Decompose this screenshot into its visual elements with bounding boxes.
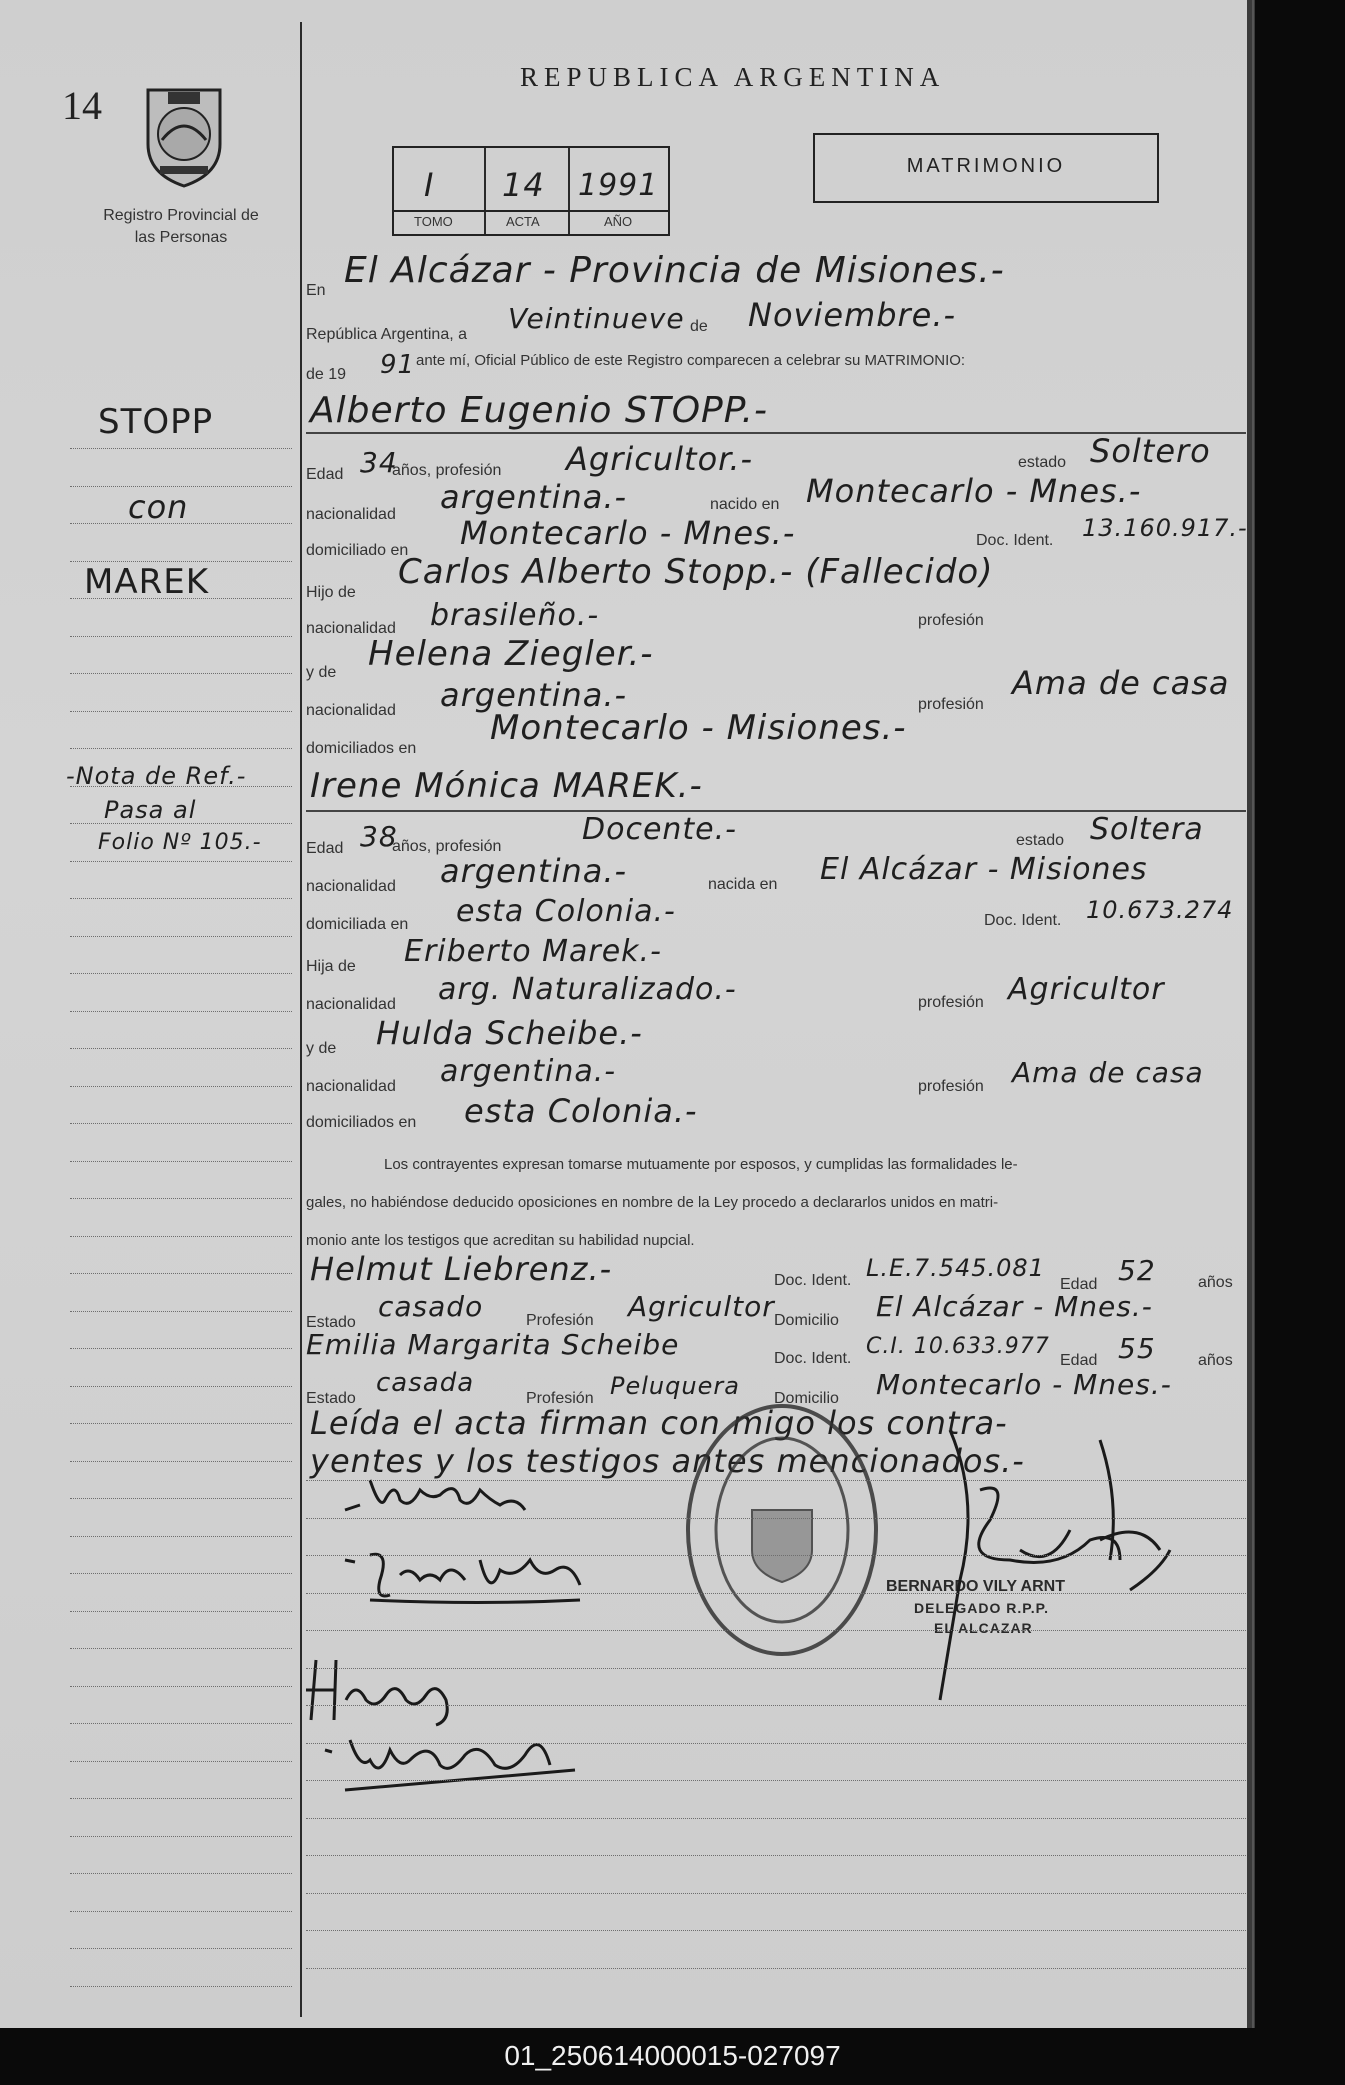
witness2-doc-label: Doc. Ident. xyxy=(774,1350,852,1367)
bride-child-label: Hija de xyxy=(306,958,356,975)
witness1-age: 52 xyxy=(1118,1254,1156,1287)
groom-status: Soltero xyxy=(1090,432,1211,470)
en-label: En xyxy=(306,282,326,299)
groom-dom-label: domiciliado en xyxy=(306,542,409,559)
groom-father: Carlos Alberto Stopp.- (Fallecido) xyxy=(398,552,994,592)
ruled-line xyxy=(306,1705,1246,1706)
section-divider xyxy=(306,810,1246,812)
groom-age: 34 xyxy=(360,446,398,479)
ruled-line xyxy=(70,1161,292,1162)
year-prefix: de 19 xyxy=(306,366,347,383)
bride-mother-nat-label: nacionalidad xyxy=(306,1078,396,1095)
bride-and-label: y de xyxy=(306,1040,337,1057)
certificate-type-box xyxy=(813,133,1159,203)
closing-line-1: Leída el acta firman con migo los contra- xyxy=(310,1404,1008,1442)
ruled-line xyxy=(306,1893,1246,1894)
witness2-doc: C.I. 10.633.977 xyxy=(866,1334,1050,1359)
de-label: de xyxy=(690,318,708,335)
groom-domicile: Montecarlo - Mnes.- xyxy=(460,514,796,552)
witness1-prof-label: Profesión xyxy=(526,1312,594,1329)
groom-mother: Helena Ziegler.- xyxy=(368,634,654,674)
marriage-month: Noviembre.- xyxy=(748,296,957,334)
bride-father-prof-label: profesión xyxy=(918,994,984,1011)
bride-birthplace: El Alcázar - Misiones xyxy=(820,852,1148,887)
groom-age-unit: años, profesión xyxy=(392,462,502,479)
ruled-line xyxy=(70,1986,292,1987)
groom-child-label: Hijo de xyxy=(306,584,356,601)
ruled-line xyxy=(70,861,292,862)
ruled-line xyxy=(70,1198,292,1199)
bride-age: 38 xyxy=(360,820,398,853)
bride-doc: 10.673.274 xyxy=(1086,896,1234,924)
marriage-day: Veintinueve xyxy=(508,302,685,335)
image-id-footer: 01_250614000015-027097 xyxy=(504,2040,841,2071)
witness2-status: casada xyxy=(376,1368,475,1398)
bride-status: Soltera xyxy=(1090,812,1204,847)
margin-connector: con xyxy=(128,488,189,526)
declaration-line-3: monio ante los testigos que acreditan su habilidad nupcial. xyxy=(306,1232,695,1249)
bride-parents-dom-label: domiciliados en xyxy=(306,1114,417,1131)
certificate-type: MATRIMONIO xyxy=(906,155,1066,177)
page-number: 14 xyxy=(62,83,102,128)
witness2-prof: Peluquera xyxy=(610,1372,740,1400)
bride-status-label: estado xyxy=(1016,832,1065,849)
witness1-status: casado xyxy=(378,1290,484,1323)
ruled-line xyxy=(306,1855,1246,1856)
witness1-doc: L.E.7.545.081 xyxy=(866,1254,1045,1282)
witness1-anos-label: años xyxy=(1198,1274,1233,1291)
marriage-place: El Alcázar - Provincia de Misiones.- xyxy=(344,250,1005,291)
witness2-signature xyxy=(320,1720,580,1800)
groom-father-nat: brasileño.- xyxy=(430,598,600,633)
bride-mother-nat: argentina.- xyxy=(440,1054,617,1089)
registry-stamp-icon xyxy=(682,1400,882,1660)
ruled-line xyxy=(70,1273,292,1274)
ruled-line xyxy=(70,486,292,487)
right-margin-line xyxy=(1252,0,1254,2028)
bride-father-nat: arg. Naturalizado.- xyxy=(438,972,737,1007)
groom-name: Alberto Eugenio STOPP.- xyxy=(310,390,768,431)
ruled-line xyxy=(70,1498,292,1499)
groom-doc: 13.160.917.- xyxy=(1082,514,1248,542)
ruled-line xyxy=(70,1873,292,1874)
groom-parents-dom: Montecarlo - Misiones.- xyxy=(490,708,907,748)
record-id-divider xyxy=(394,210,668,212)
margin-note-2: Pasa al xyxy=(104,796,197,824)
bride-name: Irene Mónica MAREK.- xyxy=(310,766,703,806)
witness1-status-label: Estado xyxy=(306,1314,356,1331)
ruled-line xyxy=(70,1048,292,1049)
official-title: DELEGADO R.P.P. xyxy=(914,1600,1050,1616)
groom-doc-label: Doc. Ident. xyxy=(976,532,1054,549)
ruled-line xyxy=(70,786,292,787)
intro-text: ante mí, Oficial Público de este Registro comparecen a celebrar su MATRIMONIO: xyxy=(416,352,966,369)
ruled-line xyxy=(70,561,292,562)
ruled-line xyxy=(70,1648,292,1649)
groom-and-label: y de xyxy=(306,664,337,681)
margin-note-3: Folio Nº 105.- xyxy=(98,830,262,855)
ruled-line xyxy=(70,1123,292,1124)
republic-label: República Argentina, a xyxy=(306,326,467,343)
witness1-signature xyxy=(296,1650,476,1730)
bride-father-prof: Agricultor xyxy=(1008,972,1165,1007)
ruled-line xyxy=(306,1668,1246,1669)
ruled-line xyxy=(70,1761,292,1762)
groom-father-prof-label: profesión xyxy=(918,612,984,629)
ruled-line xyxy=(70,1348,292,1349)
ruled-line xyxy=(70,1536,292,1537)
groom-signature xyxy=(340,1470,540,1530)
provincial-seal-icon xyxy=(138,82,230,190)
groom-mother-nat-label: nacionalidad xyxy=(306,702,396,719)
ruled-line xyxy=(70,1236,292,1237)
ruled-line xyxy=(70,711,292,712)
ruled-line xyxy=(70,1948,292,1949)
ruled-line xyxy=(70,1311,292,1312)
witness2-prof-label: Profesión xyxy=(526,1390,594,1407)
country-title: REPUBLICA ARGENTINA xyxy=(520,62,946,92)
bride-parents-dom: esta Colonia.- xyxy=(464,1092,698,1130)
record-id-sep xyxy=(484,148,486,234)
ano-value: 1991 xyxy=(578,168,659,203)
record-id-sep xyxy=(568,148,570,234)
ruled-line xyxy=(70,1686,292,1687)
ruled-line xyxy=(70,1836,292,1837)
groom-mother-prof: Ama de casa xyxy=(1012,664,1230,702)
ruled-line xyxy=(70,636,292,637)
ruled-line xyxy=(70,1461,292,1462)
bride-nationality: argentina.- xyxy=(440,852,628,890)
witness1-age-label: Edad xyxy=(1060,1276,1098,1293)
ruled-line xyxy=(70,1573,292,1574)
bride-father: Eriberto Marek.- xyxy=(404,934,662,969)
ruled-line xyxy=(306,1630,1246,1631)
ano-label: AÑO xyxy=(604,214,633,229)
ruled-line xyxy=(306,1968,1246,1969)
groom-mother-nat: argentina.- xyxy=(440,676,628,714)
record-id-box xyxy=(392,146,670,236)
witness1-name: Helmut Liebrenz.- xyxy=(310,1250,613,1288)
acta-label: ACTA xyxy=(506,214,540,229)
ruled-line xyxy=(70,1798,292,1799)
ruled-line xyxy=(70,673,292,674)
ruled-line xyxy=(70,823,292,824)
groom-nat-label: nacionalidad xyxy=(306,506,396,523)
bride-signature xyxy=(340,1540,590,1610)
margin-surname-bride: MAREK xyxy=(84,562,209,602)
ruled-line xyxy=(70,1086,292,1087)
ruled-line xyxy=(70,1611,292,1612)
ruled-line xyxy=(70,1423,292,1424)
groom-parents-dom-label: domiciliados en xyxy=(306,740,417,757)
witness2-age: 55 xyxy=(1118,1332,1156,1365)
ruled-line xyxy=(70,1011,292,1012)
ruled-line xyxy=(306,1780,1246,1781)
ruled-line xyxy=(70,448,292,449)
acta-value: 14 xyxy=(502,166,545,204)
ruled-line xyxy=(70,598,292,599)
groom-mother-prof-label: profesión xyxy=(918,696,984,713)
year-suffix: 91 xyxy=(380,350,416,380)
ruled-line xyxy=(70,973,292,974)
tomo-value: I xyxy=(424,166,435,204)
groom-profession: Agricultor.- xyxy=(566,440,754,478)
ruled-line xyxy=(70,898,292,899)
margin-surname-groom: STOPP xyxy=(98,402,214,442)
registry-name: Registro Provincial de las Personas xyxy=(103,207,259,246)
ruled-line xyxy=(70,1723,292,1724)
bride-born-label: nacida en xyxy=(708,876,778,893)
official-name: BERNARDO VILY ARNT xyxy=(886,1578,1065,1595)
groom-birthplace: Montecarlo - Mnes.- xyxy=(806,472,1142,510)
witness1-dom-label: Domicilio xyxy=(774,1312,839,1329)
ruled-line xyxy=(70,748,292,749)
bride-mother: Hulda Scheibe.- xyxy=(376,1014,643,1052)
bride-dom-label: domiciliada en xyxy=(306,916,409,933)
declaration-line-1: Los contrayentes expresan tomarse mutuamente por esposos, y cumplidas las formalidades le- xyxy=(384,1156,1018,1173)
ruled-line xyxy=(306,1593,1246,1594)
ruled-line xyxy=(70,936,292,937)
tomo-label: TOMO xyxy=(414,214,453,229)
bride-profession: Docente.- xyxy=(582,812,738,847)
section-divider xyxy=(306,432,1246,434)
bride-doc-label: Doc. Ident. xyxy=(984,912,1062,929)
ruled-line xyxy=(306,1818,1246,1819)
groom-age-label: Edad xyxy=(306,466,344,483)
groom-born-label: nacido en xyxy=(710,496,780,513)
groom-status-label: estado xyxy=(1018,454,1067,471)
groom-father-nat-label: nacionalidad xyxy=(306,620,396,637)
bride-domicile: esta Colonia.- xyxy=(456,894,676,929)
ruled-line xyxy=(306,1743,1246,1744)
ruled-line xyxy=(306,1518,1246,1519)
witness1-doc-label: Doc. Ident. xyxy=(774,1272,852,1289)
witness2-status-label: Estado xyxy=(306,1390,356,1407)
margin-note-1: -Nota de Ref.- xyxy=(66,762,247,790)
witness2-anos-label: años xyxy=(1198,1352,1233,1369)
groom-nationality: argentina.- xyxy=(440,478,628,516)
bride-nat-label: nacionalidad xyxy=(306,878,396,895)
official-signature xyxy=(920,1420,1180,1710)
ruled-line xyxy=(70,1911,292,1912)
bride-mother-prof-label: profesión xyxy=(918,1078,984,1095)
bride-age-label: Edad xyxy=(306,840,344,857)
witness2-name: Emilia Margarita Scheibe xyxy=(306,1328,680,1361)
witness1-dom: El Alcázar - Mnes.- xyxy=(876,1290,1153,1323)
official-office: EL ALCAZAR xyxy=(934,1620,1033,1636)
closing-line-2: yentes y los testigos antes mencionados.- xyxy=(310,1442,1025,1480)
ruled-line xyxy=(70,1386,292,1387)
witness1-prof: Agricultor xyxy=(628,1290,775,1323)
witness2-dom: Montecarlo - Mnes.- xyxy=(876,1368,1172,1401)
witness2-age-label: Edad xyxy=(1060,1352,1098,1369)
ruled-line xyxy=(306,1555,1246,1556)
declaration-line-2: gales, no habiéndose deducido oposiciones en nombre de la Ley procedo a declararlos unidos en matri- xyxy=(306,1194,999,1211)
ruled-line xyxy=(306,1930,1246,1931)
ruled-line xyxy=(70,523,292,524)
bride-father-nat-label: nacionalidad xyxy=(306,996,396,1013)
ruled-line xyxy=(306,1480,1246,1481)
bride-age-unit: años, profesión xyxy=(392,838,502,855)
bride-mother-prof: Ama de casa xyxy=(1012,1056,1204,1089)
witness2-dom-label: Domicilio xyxy=(774,1390,839,1407)
